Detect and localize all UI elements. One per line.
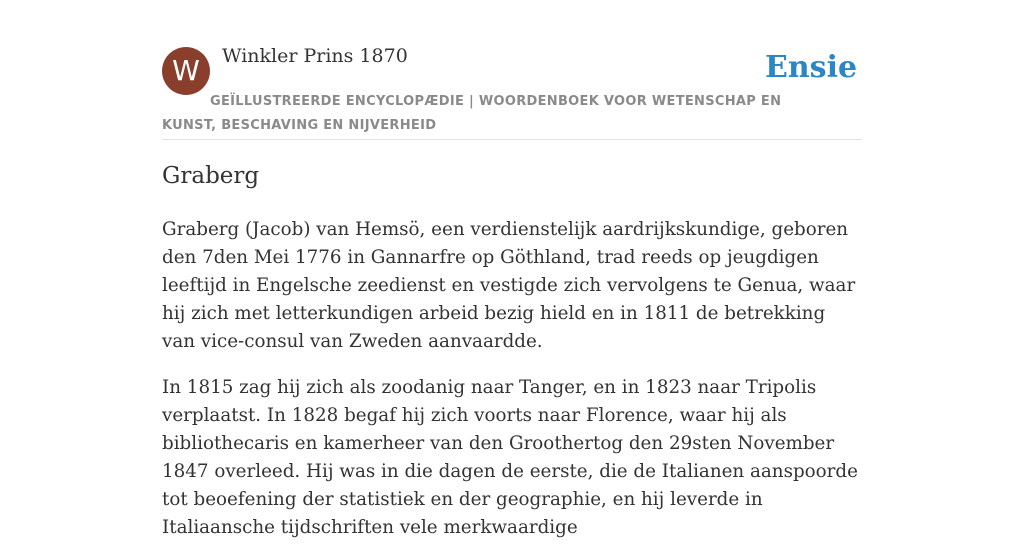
article-paragraph: In 1815 zag hij zich als zoodanig naar Tanger, en in 1823 naar Tripolis verplaatst. In 1828 begaf hij zich voorts naar Florence, waar hij als bibliothecaris en kamerheer van den Groothertog den 29sten November 1847 overleed. Hij was in die dagen de eerste, die de Italianen aanspoorde tot beoefening der statistiek en der geographie, en hij leverde in Italiaansche tijdschriften vele merkwaardige: [162, 377, 858, 538]
article-title: Graberg: [162, 163, 260, 189]
source-title-link[interactable]: Winkler Prins 1870: [222, 45, 408, 67]
article-paragraph: Graberg (Jacob) van Hemsö, een verdienstelijk aardrijkskundige, geboren den 7den Mei 1776 in Gannarfre op Göthland, trad reeds op jeugdigen leeftijd in Engelsche zeedienst en vestigde zich vervolgens te Genua, waar hij zich met letterkundigen arbeid bezig hield en in 1811 de betrekking van vice-consul van Zweden aanvaardde.: [162, 219, 856, 352]
source-subtitle: GEÏLLUSTREERDE ENCYCLOPÆDIE | WOORDENBOEK VOOR WETENSCHAP EN KUNST, BESCHAVING EN NIJVERHEID: [162, 94, 782, 133]
ensie-logo[interactable]: Ensie: [765, 50, 858, 85]
source-avatar[interactable]: W: [162, 47, 210, 95]
article-body: [162, 216, 862, 560]
header-divider: [162, 139, 862, 140]
